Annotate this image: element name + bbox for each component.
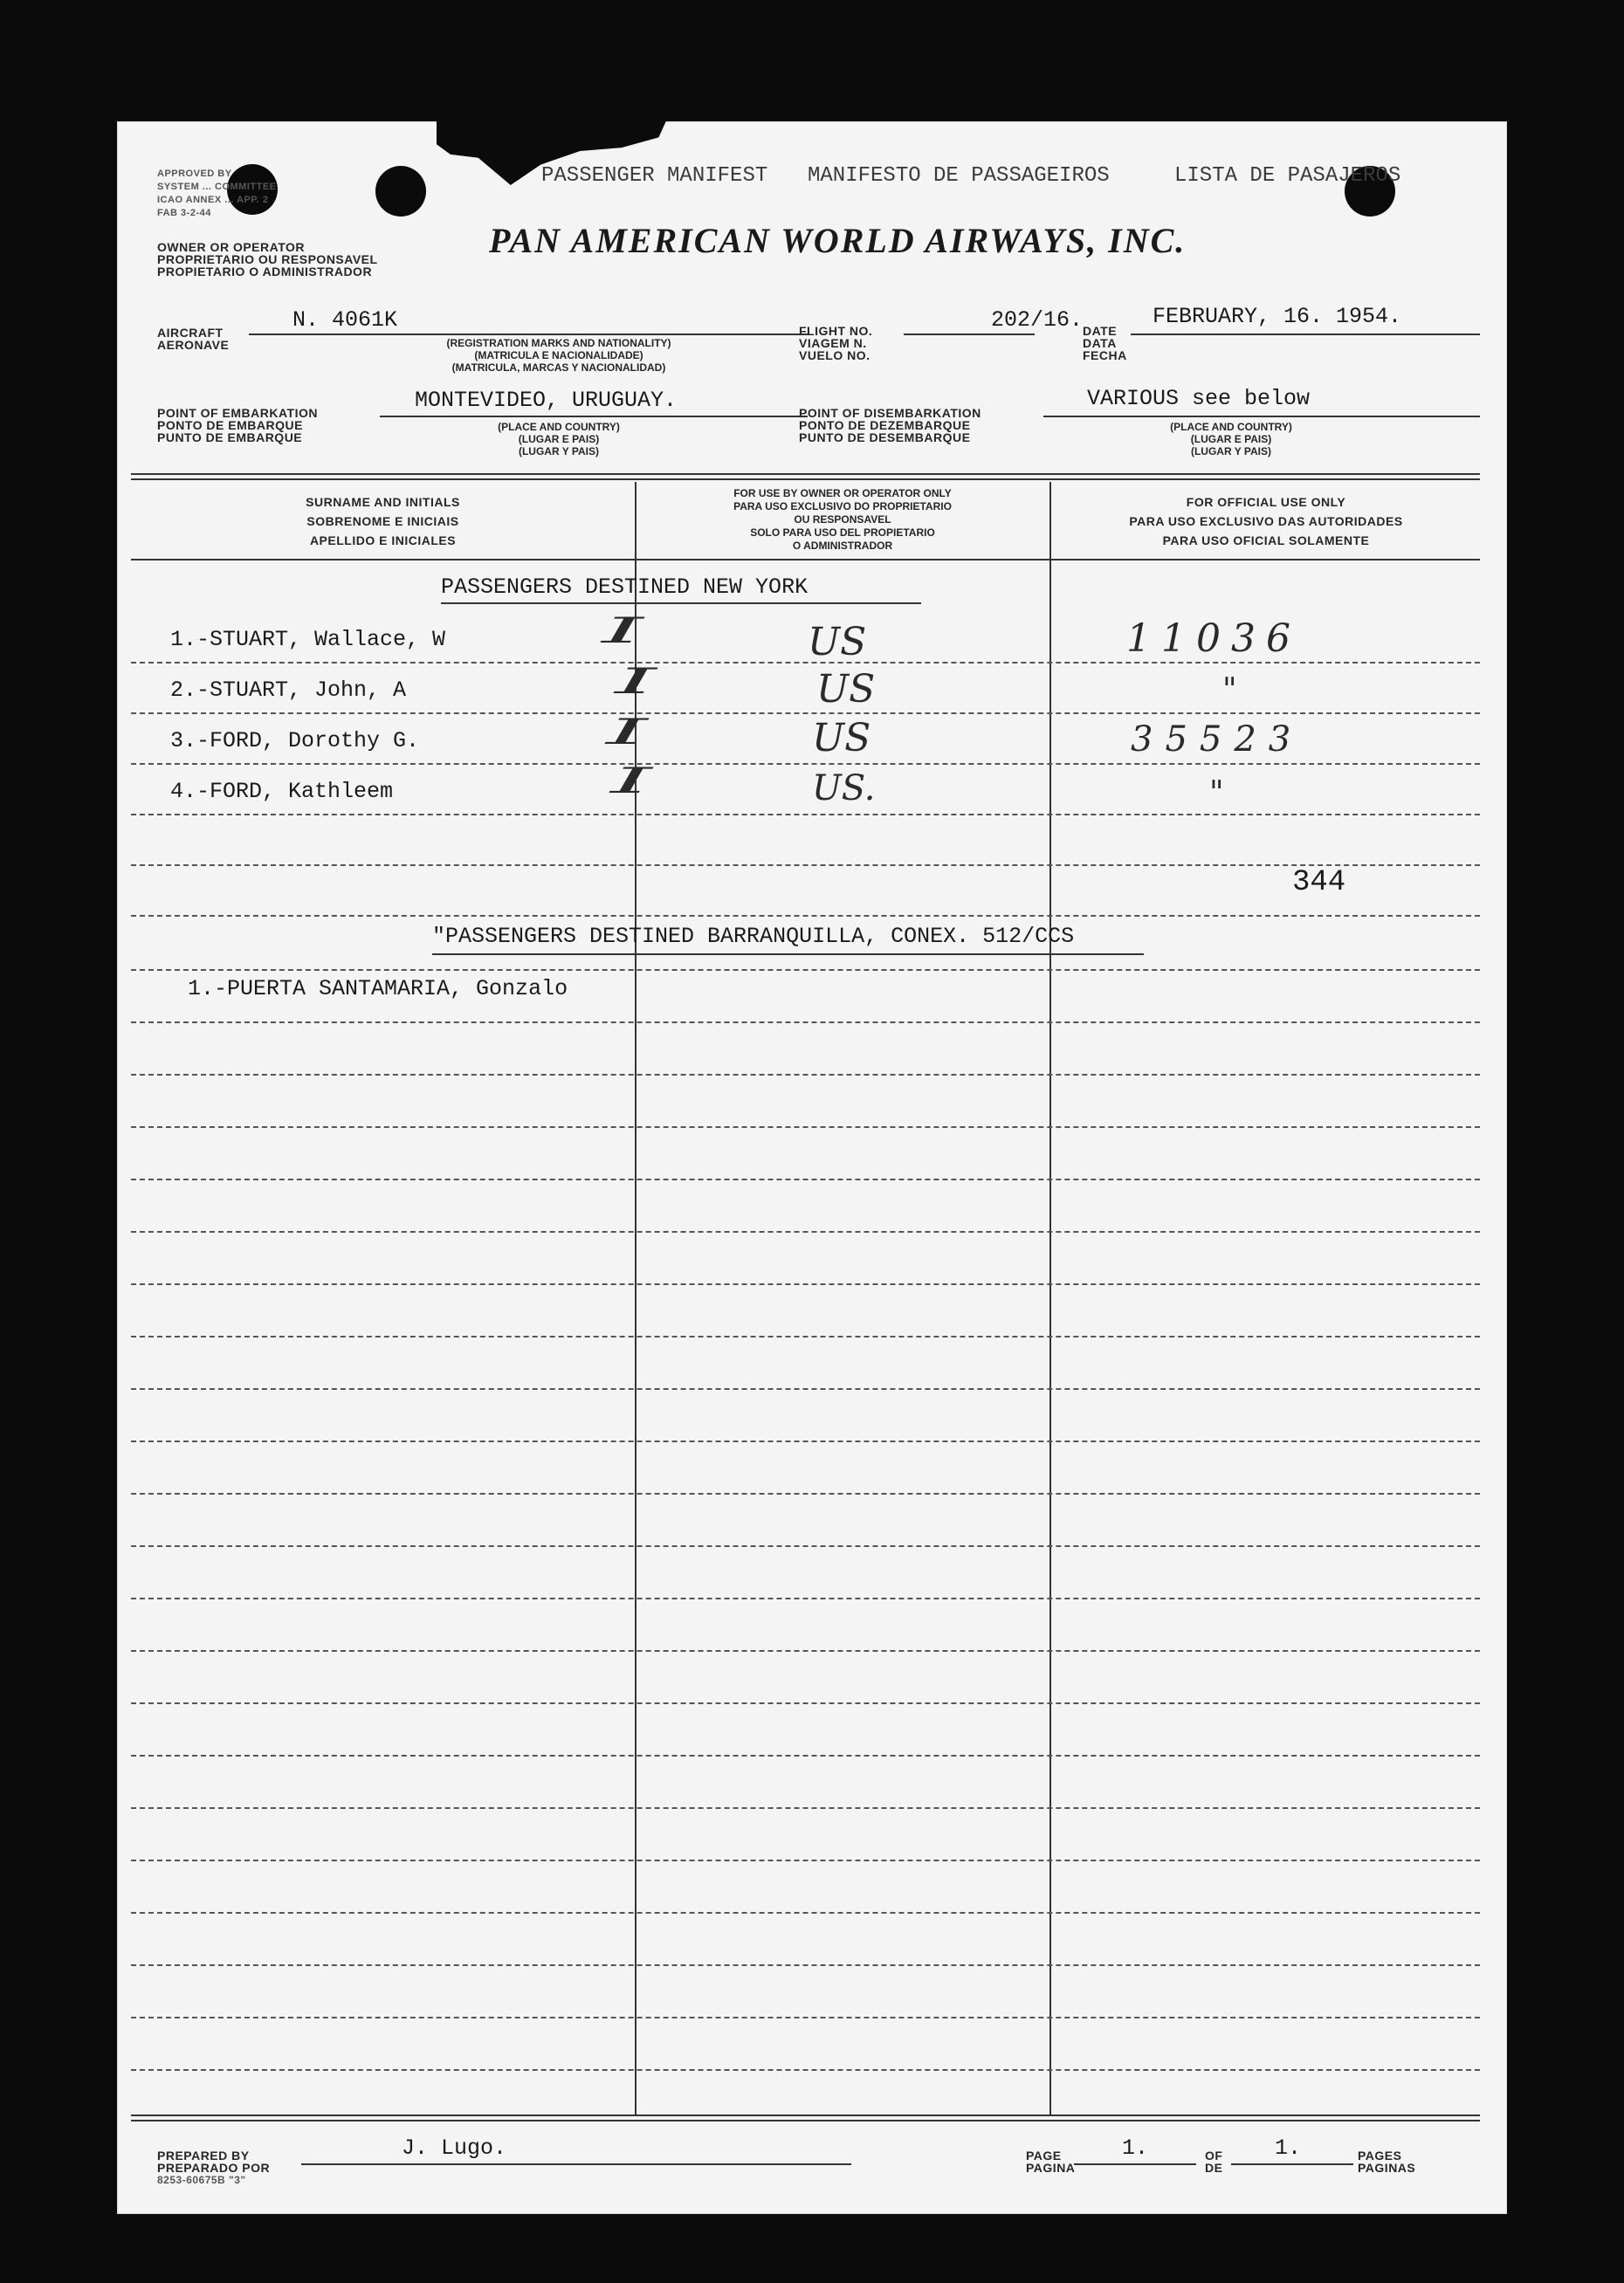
row-line <box>131 1283 1480 1285</box>
label-line: PAGES <box>1358 2149 1402 2163</box>
row-line <box>131 1650 1480 1652</box>
owner-label <box>157 241 378 278</box>
caption-line: (LUGAR Y PAIS) <box>518 445 599 457</box>
nationality: US <box>812 716 871 760</box>
passenger-name: 2.-STUART, John, A <box>170 677 407 703</box>
col-header-owner-use <box>637 487 1048 553</box>
label-line: PUNTO DE DESEMBARQUE <box>799 430 971 444</box>
label-line: PAGE <box>1026 2149 1062 2163</box>
row-line <box>131 2069 1480 2071</box>
row-line <box>131 712 1480 714</box>
row-line <box>131 1702 1480 1704</box>
header-line: APELLIDO E INICIALES <box>309 533 457 547</box>
row-line <box>131 1912 1480 1914</box>
header-line: FOR OFFICIAL USE ONLY <box>1186 495 1346 509</box>
col-header-official-use <box>1052 492 1480 550</box>
pages-label <box>1358 2149 1415 2174</box>
row-line <box>131 915 1480 917</box>
approval-line: APPROVED BY <box>157 168 232 179</box>
form-number: 8253-60675B "3" <box>157 2174 246 2186</box>
approval-line: FAB 3-2-44 <box>157 208 211 218</box>
table-top-rule <box>131 478 1480 480</box>
label-line: POINT OF EMBARKATION <box>157 406 318 420</box>
caption-line: (MATRICULA, MARCAS Y NACIONALIDAD) <box>451 361 666 374</box>
row-line <box>131 1545 1480 1547</box>
checkmark: I <box>602 611 643 651</box>
table-top-rule <box>131 473 1480 475</box>
label-line: PREPARADO POR <box>157 2161 271 2175</box>
embark-value: MONTEVIDEO, URUGUAY. <box>415 388 678 413</box>
nationality: US <box>816 667 876 712</box>
disembark-line <box>1043 416 1480 417</box>
official-number: 11036 <box>1126 616 1301 661</box>
official-total: 344 <box>1292 866 1346 899</box>
registration-caption <box>354 337 764 374</box>
of-label <box>1205 2149 1222 2174</box>
flight-value: 202/16. <box>991 307 1084 333</box>
label-line: PUNTO DE EMBARQUE <box>157 430 303 444</box>
embark-caption <box>441 421 677 457</box>
approval-block <box>157 168 277 220</box>
disembark-label <box>799 407 981 444</box>
label-line: PREPARED BY <box>157 2149 250 2163</box>
table-bottom-rule <box>131 2120 1480 2121</box>
header-line: FOR USE BY OWNER OR OPERATOR ONLY <box>733 487 952 499</box>
row-line <box>131 814 1480 815</box>
row-line <box>131 763 1480 765</box>
row-line <box>131 1021 1480 1023</box>
row-line <box>131 1441 1480 1442</box>
label-line: AIRCRAFT <box>157 326 224 340</box>
aircraft-label <box>157 327 229 351</box>
disembark-caption <box>1113 421 1349 457</box>
row-line <box>131 1126 1480 1128</box>
date-value: FEBRUARY, 16. 1954. <box>1153 304 1402 329</box>
row-line <box>131 1598 1480 1599</box>
section1-heading: PASSENGERS DESTINED NEW YORK <box>441 574 809 600</box>
embark-line <box>380 416 808 417</box>
caption-line: (MATRICULA E NACIONALIDADE) <box>474 349 643 361</box>
nationality: US. <box>812 768 876 808</box>
caption-line: (REGISTRATION MARKS AND NATIONALITY) <box>446 337 671 349</box>
section2-heading: "PASSENGERS DESTINED BARRANQUILLA, CONEX. 512/CCS <box>432 924 1075 949</box>
row-line <box>131 1807 1480 1809</box>
label-line: PONTO DE EMBARQUE <box>157 418 303 432</box>
header-line: PARA USO EXCLUSIVO DO PROPRIETARIO <box>733 500 952 512</box>
label-line: PROPRIETARIO OU RESPONSAVEL <box>157 252 378 266</box>
official-number: 35523 <box>1131 719 1304 760</box>
col-header-surname <box>131 492 635 550</box>
row-line <box>131 969 1480 971</box>
prepared-value: J. Lugo. <box>402 2135 507 2161</box>
prepared-line <box>301 2163 851 2165</box>
label-line: DE <box>1205 2161 1223 2175</box>
approval-line: ICAO ANNEX ... APP. 2 <box>157 195 269 205</box>
passenger-name: 1.-PUERTA SANTAMARIA, Gonzalo <box>188 976 568 1001</box>
date-line <box>1131 334 1480 335</box>
column-divider <box>1049 482 1051 2116</box>
label-line: PONTO DE DEZEMBARQUE <box>799 418 971 432</box>
header-line: SURNAME AND INITIALS <box>306 495 460 509</box>
official-number: " <box>1222 672 1237 708</box>
airline-name: PAN AMERICAN WORLD AIRWAYS, INC. <box>489 221 1187 260</box>
label-line: OWNER OR OPERATOR <box>157 240 305 254</box>
page-value: 1. <box>1122 2135 1149 2161</box>
label-line: POINT OF DISEMBARKATION <box>799 406 981 420</box>
caption-line: (LUGAR Y PAIS) <box>1190 445 1271 457</box>
header-line: SOBRENOME E INICIAIS <box>306 514 459 528</box>
row-line <box>131 1860 1480 1861</box>
label-line: DATE <box>1083 324 1118 338</box>
row-line <box>131 1231 1480 1233</box>
passenger-name: 4.-FORD, Kathleem <box>170 779 394 804</box>
label-line: DATA <box>1083 336 1117 350</box>
label-line: PROPIETARIO O ADMINISTRADOR <box>157 265 373 278</box>
section1-underline <box>441 602 921 604</box>
row-line <box>131 2017 1480 2018</box>
section2-underline <box>432 953 1144 955</box>
row-line <box>131 1964 1480 1966</box>
header-line: PARA USO OFICIAL SOLAMENTE <box>1162 533 1370 547</box>
title-es: LISTA DE PASAJEROS <box>1174 164 1401 188</box>
caption-line: (PLACE AND COUNTRY) <box>498 421 620 433</box>
header-line: SOLO PARA USO DEL PROPIETARIO <box>750 526 935 539</box>
row-line <box>131 1493 1480 1495</box>
embark-label <box>157 407 318 444</box>
official-number: " <box>1209 775 1224 811</box>
header-line: PARA USO EXCLUSIVO DAS AUTORIDADES <box>1129 514 1403 528</box>
header-bottom-rule <box>131 559 1480 560</box>
table-bottom-rule <box>131 2115 1480 2116</box>
flight-line <box>904 334 1035 335</box>
passenger-name: 3.-FORD, Dorothy G. <box>170 728 420 753</box>
checkmark: I <box>615 662 657 702</box>
approval-line: SYSTEM ... COMMITTEE <box>157 182 277 192</box>
row-line <box>131 662 1480 664</box>
header-line: O ADMINISTRADOR <box>792 540 893 552</box>
caption-line: (LUGAR E PAIS) <box>1190 433 1272 445</box>
row-line <box>131 1074 1480 1076</box>
punch-hole <box>375 166 426 217</box>
manifest-sheet <box>118 122 1506 2213</box>
label-line: FLIGHT NO. <box>799 324 873 338</box>
label-line: OF <box>1205 2149 1223 2163</box>
row-line <box>131 864 1480 866</box>
checkmark: I <box>610 761 652 801</box>
caption-line: (PLACE AND COUNTRY) <box>1170 421 1292 433</box>
flight-label <box>799 325 872 361</box>
title-en: PASSENGER MANIFEST <box>541 164 768 188</box>
header-line: OU RESPONSAVEL <box>794 513 891 526</box>
of-line <box>1231 2163 1353 2165</box>
page-label <box>1026 2149 1075 2174</box>
label-line: VUELO NO. <box>799 348 870 362</box>
of-value: 1. <box>1275 2135 1302 2161</box>
date-label <box>1083 325 1127 361</box>
label-line: VIAGEM N. <box>799 336 867 350</box>
nationality: US <box>808 620 867 664</box>
title-pt: MANIFESTO DE PASSAGEIROS <box>808 164 1110 188</box>
label-line: PAGINAS <box>1358 2161 1416 2175</box>
label-line: AERONAVE <box>157 338 230 352</box>
page-line <box>1074 2163 1196 2165</box>
label-line: FECHA <box>1083 348 1127 362</box>
passenger-name: 1.-STUART, Wallace, W <box>170 627 446 652</box>
aircraft-line <box>249 334 808 335</box>
row-line <box>131 1336 1480 1337</box>
checkmark: I <box>606 712 648 753</box>
row-line <box>131 1755 1480 1757</box>
disembark-value: VARIOUS see below <box>1087 386 1311 411</box>
label-line: PAGINA <box>1026 2161 1076 2175</box>
prepared-label <box>157 2149 270 2186</box>
caption-line: (LUGAR E PAIS) <box>518 433 600 445</box>
row-line <box>131 1388 1480 1390</box>
row-line <box>131 1179 1480 1180</box>
aircraft-value: N. 4061K <box>292 307 398 333</box>
